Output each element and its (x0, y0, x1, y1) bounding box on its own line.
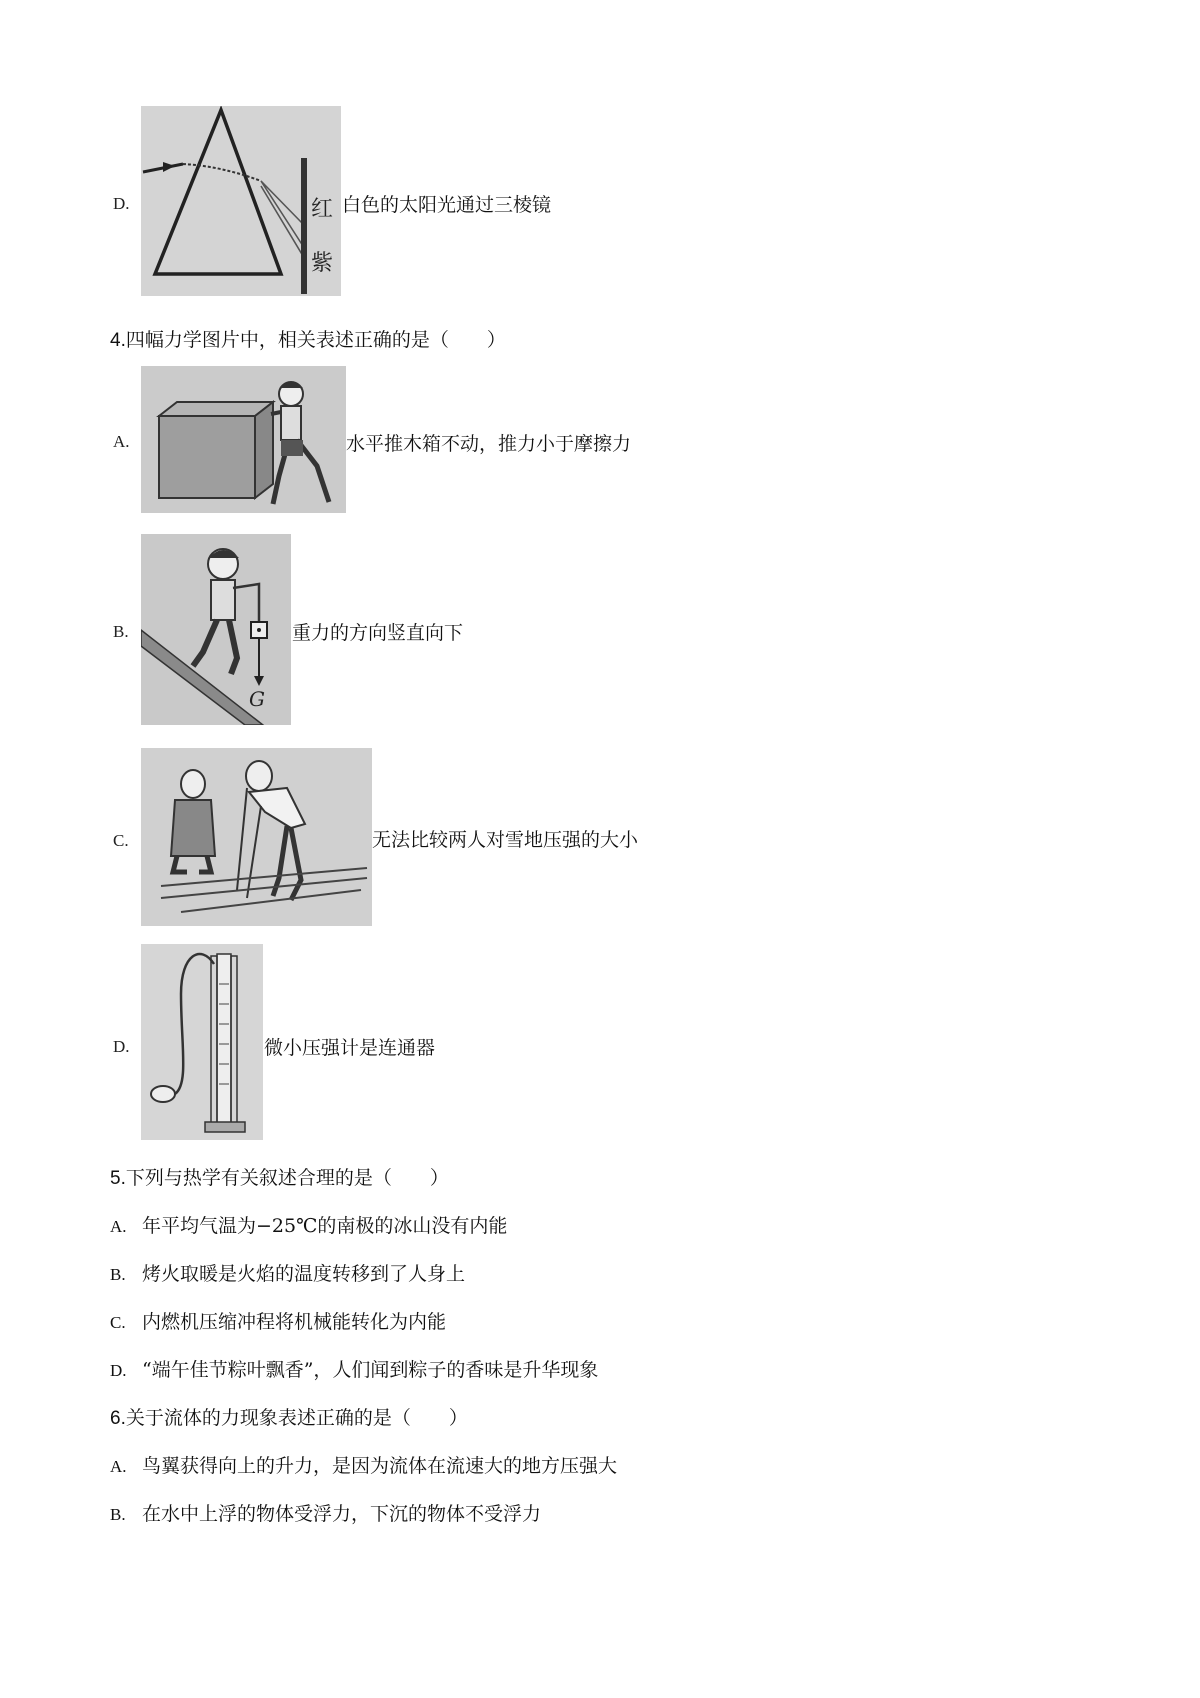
q4-option-c-letter: C. (113, 831, 129, 850)
q4-option-c-caption: 无法比较两人对雪地压强的大小 (372, 829, 639, 851)
q4-option-d-caption: 微小压强计是连通器 (264, 1037, 436, 1059)
q5-option-c-letter: C. (110, 1313, 126, 1332)
q4-number: 4. (110, 330, 126, 351)
q5-option-a-text: 年平均气温为−25℃的南极的冰山没有内能 (142, 1215, 508, 1237)
q4-option-b-letter: B. (113, 622, 129, 641)
q3-option-d-letter: D. (113, 194, 130, 213)
q6-option-b-text: 在水中上浮的物体受浮力，下沉的物体不受浮力 (142, 1503, 542, 1525)
q5-text: 下列与热学有关叙述合理的是（ ） (125, 1167, 449, 1189)
prism-label-purple: 紫 (311, 251, 334, 276)
q6-stem (110, 1403, 468, 1430)
q5-option-a-letter: A. (110, 1217, 127, 1236)
q6-option-a-text: 鸟翼获得向上的升力，是因为流体在流速大的地方压强大 (142, 1455, 618, 1477)
q6-option-a (110, 1451, 617, 1478)
q5-option-d-text: “端午佳节粽叶飘香”，人们闻到粽子的香味是升华现象 (142, 1359, 599, 1381)
two-people-on-snow-image (141, 748, 372, 926)
gravity-label: G (249, 687, 265, 711)
q4-stem (110, 325, 506, 352)
prism-label-red: 红 (311, 197, 334, 222)
q6-number: 6. (110, 1408, 126, 1429)
q5-option-b-letter: B. (110, 1265, 126, 1284)
q3-option-d-caption: 白色的太阳光通过三棱镜 (342, 194, 552, 216)
q5-option-b-text: 烤火取暖是火焰的温度转移到了人身上 (142, 1263, 466, 1285)
q5-option-b (110, 1259, 465, 1286)
q4-text: 四幅力学图片中，相关表述正确的是（ ） (125, 329, 506, 351)
boy-on-slope-image (141, 534, 291, 725)
q5-option-d-letter: D. (110, 1361, 127, 1380)
q5-option-a (110, 1211, 507, 1238)
q5-option-d (110, 1355, 598, 1382)
q4-option-a-letter: A. (113, 432, 130, 451)
q4-option-b-caption: 重力的方向竖直向下 (292, 622, 464, 644)
q5-stem (110, 1163, 449, 1190)
q5-option-c-text: 内燃机压缩冲程将机械能转化为内能 (142, 1311, 447, 1333)
q5-number: 5. (110, 1168, 126, 1189)
q6-option-b (110, 1499, 541, 1526)
prism-image (141, 106, 341, 296)
q6-text: 关于流体的力现象表述正确的是（ ） (125, 1407, 468, 1429)
q6-option-b-letter: B. (110, 1505, 126, 1524)
pressure-gauge-image (141, 944, 263, 1140)
q4-option-d-letter: D. (113, 1037, 130, 1056)
q6-option-a-letter: A. (110, 1457, 127, 1476)
boy-pushing-box-image (141, 366, 346, 513)
q4-option-a-caption: 水平推木箱不动，推力小于摩擦力 (346, 433, 632, 455)
q5-option-c (110, 1307, 446, 1334)
